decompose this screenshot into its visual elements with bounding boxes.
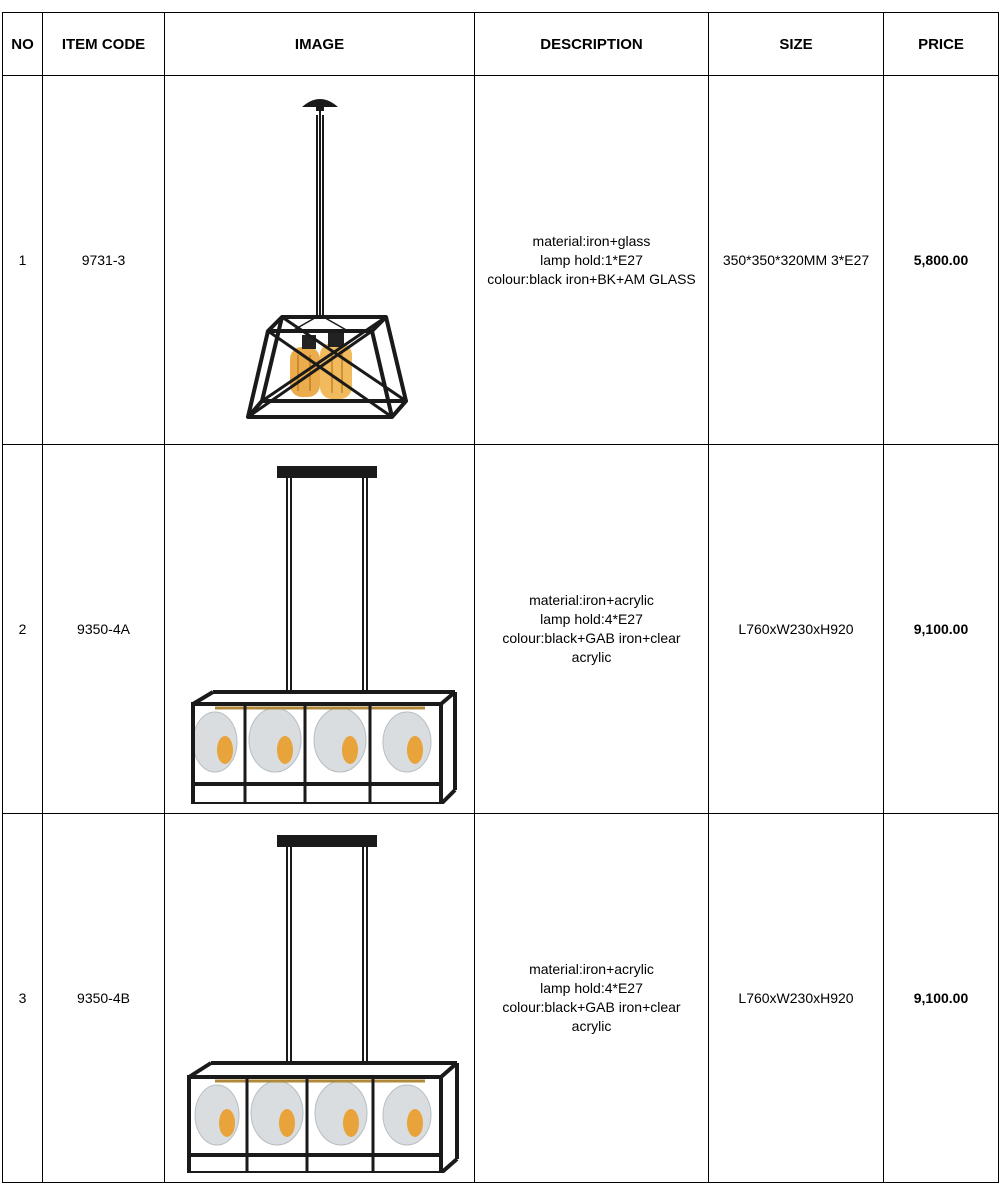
linear-cage-chandelier-icon	[175, 823, 465, 1173]
row-size: L760xW230xH920	[709, 814, 884, 1183]
header-row	[3, 13, 999, 76]
description-line: lamp hold:4*E27	[540, 980, 643, 996]
description-line: colour:black+GAB iron+clear	[502, 630, 681, 646]
row-description	[475, 814, 709, 1183]
header-image: IMAGE	[165, 13, 475, 76]
description-line: lamp hold:1*E27	[540, 251, 643, 268]
description-line: acrylic	[571, 1018, 612, 1034]
row-price: 9,100.00	[884, 814, 999, 1183]
description-line: colour:black iron+BK+AM GLASS	[487, 270, 696, 287]
table-row	[3, 445, 999, 814]
row-size: L760xW230xH920	[709, 445, 884, 814]
table-row	[3, 76, 999, 445]
row-item-code: 9350-4B	[43, 814, 165, 1183]
row-item-code: 9731-3	[43, 76, 165, 445]
header-item-code: ITEM CODE	[43, 13, 165, 76]
header-size: SIZE	[709, 13, 884, 76]
description-line: material:iron+acrylic	[529, 592, 654, 608]
description-line: colour:black+GAB iron+clear	[502, 999, 681, 1015]
row-no: 2	[3, 445, 43, 814]
row-price: 9,100.00	[884, 445, 999, 814]
row-item-code: 9350-4A	[43, 445, 165, 814]
product-catalog-table	[2, 12, 999, 1183]
description-line: material:iron+acrylic	[529, 961, 654, 977]
description-line: lamp hold:4*E27	[540, 611, 643, 627]
header-no: NO	[3, 13, 43, 76]
row-description	[475, 445, 709, 814]
row-no: 3	[3, 814, 43, 1183]
header-description: DESCRIPTION	[475, 13, 709, 76]
row-image	[165, 445, 475, 814]
row-description	[475, 76, 709, 445]
row-image	[165, 76, 475, 445]
header-price: PRICE	[884, 13, 999, 76]
linear-cage-chandelier-icon	[175, 454, 465, 804]
row-no: 1	[3, 76, 43, 445]
row-price: 5,800.00	[884, 76, 999, 445]
description-line: material:iron+glass	[532, 232, 651, 249]
trapezoid-cage-pendant-lamp-icon	[220, 85, 420, 435]
row-size: 350*350*320MM 3*E27	[709, 76, 884, 445]
table-row	[3, 814, 999, 1183]
description-line: acrylic	[571, 649, 612, 665]
row-image	[165, 814, 475, 1183]
